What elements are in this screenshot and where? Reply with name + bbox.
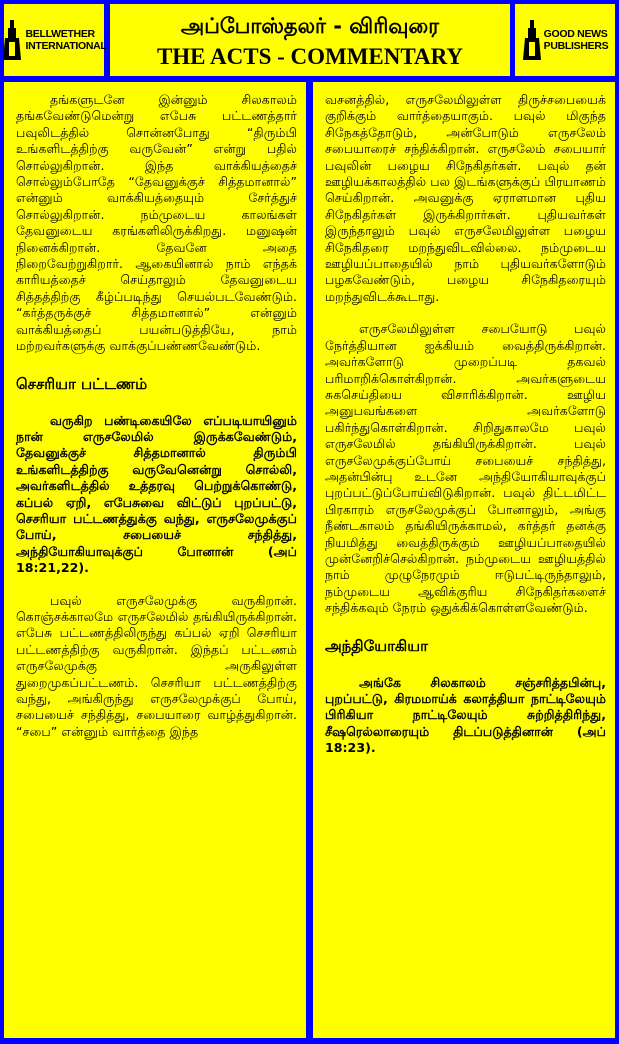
right-scripture-quote: அங்கே சிலகாலம் சஞ்சரித்தபின்பு, புறப்பட்டு, கிரமமாய்க் கலாத்தியா நாட்டிலேயும் பிரிகியா நாட்டிலேயும் சுற்றித்திரிந்து, சீஷரெல்லாரையும் திடப்படுத்தினான் (அப் 18:23).: [325, 674, 606, 756]
heading-caesarea: செசரியா பட்டணம்: [16, 374, 148, 393]
title-tamil: அப்போஸ்தலர் - விரிவுரை: [180, 14, 440, 38]
heading-antioch: அந்தியோகியா: [325, 636, 428, 655]
left-column: [4, 82, 306, 1038]
right-paragraph-1: வசனத்தில், எருசலேமிலுள்ள திருச்சபையைக் குறிக்கும் வார்த்தையாகும். பவுல் மிகுந்த சிநேகத்தோடும், அன்போடும் எருசலேம் சபையாரைச் சந்திக்கிறான். எருசலேம் சபையார் பவுலின் பழைய சிநேகிதர்கள். பவுல் தன் ஊழியக்காலத்தில் பல இடங்களுக்குப் பிரயாணம் செய்கிறான். அவனுக்கு ஏராளமான புதிய சிநேகிதர்கள் இருக்கிறார்கள். புதியவர்கள் இருந்தாலும் பவுல் எருசலேமிலுள்ள பழைய சிநேகிதரை மறந்துவிடவில்லை. நம்முடைய ஊழியப்பாதையில் நாம் புதியவர்களோடும் பழகவேண்டும், பழைய சிநேகிதரையும் மறந்துவிடக்கூடாது.: [325, 92, 606, 304]
left-logo-line2: INTERNATIONAL: [25, 40, 107, 52]
good-news-logo: [515, 4, 615, 76]
left-logo-line1: BELLWETHER: [25, 28, 95, 40]
sheep-icon: [1, 18, 23, 62]
left-paragraph-3: பவுல் எருசலேமுக்கு வருகிறான். கொஞ்சக்காலமே எருசலேமில் தங்கியிருக்கிறான். எபேசு பட்டணத்திலிருந்து கப்பல் ஏறி செசரியா பட்டணத்திற்கு வருகிறான். இந்தப் பட்டணம் எருசலேமுக்கு அருகிலுள்ள துறைமுகப்பட்டணம். செசரியா பட்டணத்திற்கு வந்து, அங்கிருந்து எருசலேமுக்குப் போய், சபையைச் சந்தித்து, சபையாரை வாழ்த்துகிறான். “சபை” என்னும் வார்த்தை இந்த: [16, 592, 297, 739]
right-paragraph-2: எருசலேமிலுள்ள சபையோடு பவுல் நேர்த்தியான ஐக்கியம் வைத்திருக்கிறான். அவர்களோடு முறைப்படி தகவல் பரிமாறிக்கொள்கிறான். அவர்களுடைய சுகசெய்தியை விசாரிக்கிறான். ஊழிய அனுபவங்களை அவர்களோடு பகிர்ந்துகொள்கிறான். சிறிதுகாலமே பவுல் எருசலேமில் தங்கியிருக்கிறான். பவுல் எருசலேமுக்குப்போய் சபையைச் சந்தித்து, அதன்பின்பு உடனே அந்தியோகியாவுக்குப் புறப்பட்டுப்போய்விடுகிறான். பவுல் திட்டமிட்ட பிரகாரம் எருசலேமுக்குப் போனாலும், அங்கு நீண்டகாலம் தங்கியிருக்காமல், கர்த்தர் தனக்கு நியமித்து வைத்திருக்கும் ஊழியப்பாதையில் முன்னேறிச்செல்கிறான். நம்முடைய ஊழியத்தில் நாம் முழுநேரமும் ஈடுபட்டிருந்தாலும், நம்முடைய ஆவிக்குரிய சிநேகிதர்களைச் சந்திக்கவும் நேரம் ஒதுக்கிக்கொள்ளவேண்டும்.: [325, 321, 606, 616]
right-logo-line1: GOOD NEWS: [543, 28, 608, 40]
bellwether-logo: [4, 4, 107, 76]
right-column: [313, 82, 615, 1038]
title-english: THE ACTS - COMMENTARY: [156, 44, 464, 69]
left-paragraph-1: தங்களுடனே இன்னும் சிலகாலம் தங்கவேண்டுமென்று எபேசு பட்டணத்தார் பவுலிடத்தில் சொன்னபோது “திரும்பி உங்களிடத்திற்கு வருவேன்” என்று பதில் சொல்லுகிறான். இந்த வாக்கியத்தைச் சொல்லும்போதே “தேவனுக்குச் சித்தமானால்” என்னும் வாக்கியத்தையும் சேர்த்துச் சொல்லுகிறான். நம்முடைய காலங்கள் தேவனுடைய கரங்களிலிருக்கிறது. மனுஷன் நினைக்கிறான். தேவனே அதை நிறைவேற்றுகிறார். ஆகையினால் நாம் எந்தக் காரியத்தைச் செய்தாலும் தேவனுடைய சித்தத்திற்கு கீழ்ப்படிந்து செயல்படவேண்டும். “கர்த்தருக்குச் சித்தமானால்” என்னும் வாக்கியத்தைப் பயன்படுத்தியே, நாம் மற்றவர்களுக்கு வாக்குப்பண்ணவேண்டும்.: [16, 92, 297, 354]
right-logo-line2: PUBLISHERS: [543, 40, 609, 52]
tower-icon: [522, 18, 542, 62]
left-scripture-quote: வருகிற பண்டிகையிலே எப்படியாயினும் நான் எருசலேமில் இருக்கவேண்டும், தேவனுக்குச் சித்தமானால் திரும்பி உங்களிடத்திற்கு வருவேனென்று சொல்லி, அவர்களிடத்தில் உத்தரவு பெற்றுக்கொண்டு, கப்பல் ஏறி, எபேசுவை விட்டுப் புறப்பட்டு, செசரியா பட்டணத்துக்கு வந்து, எருசலேமுக்குப் போய், சபையைச் சந்தித்து, அந்தியோகியாவுக்குப் போனான் (அப் 18:21,22).: [16, 412, 297, 576]
title-block: [110, 4, 510, 76]
